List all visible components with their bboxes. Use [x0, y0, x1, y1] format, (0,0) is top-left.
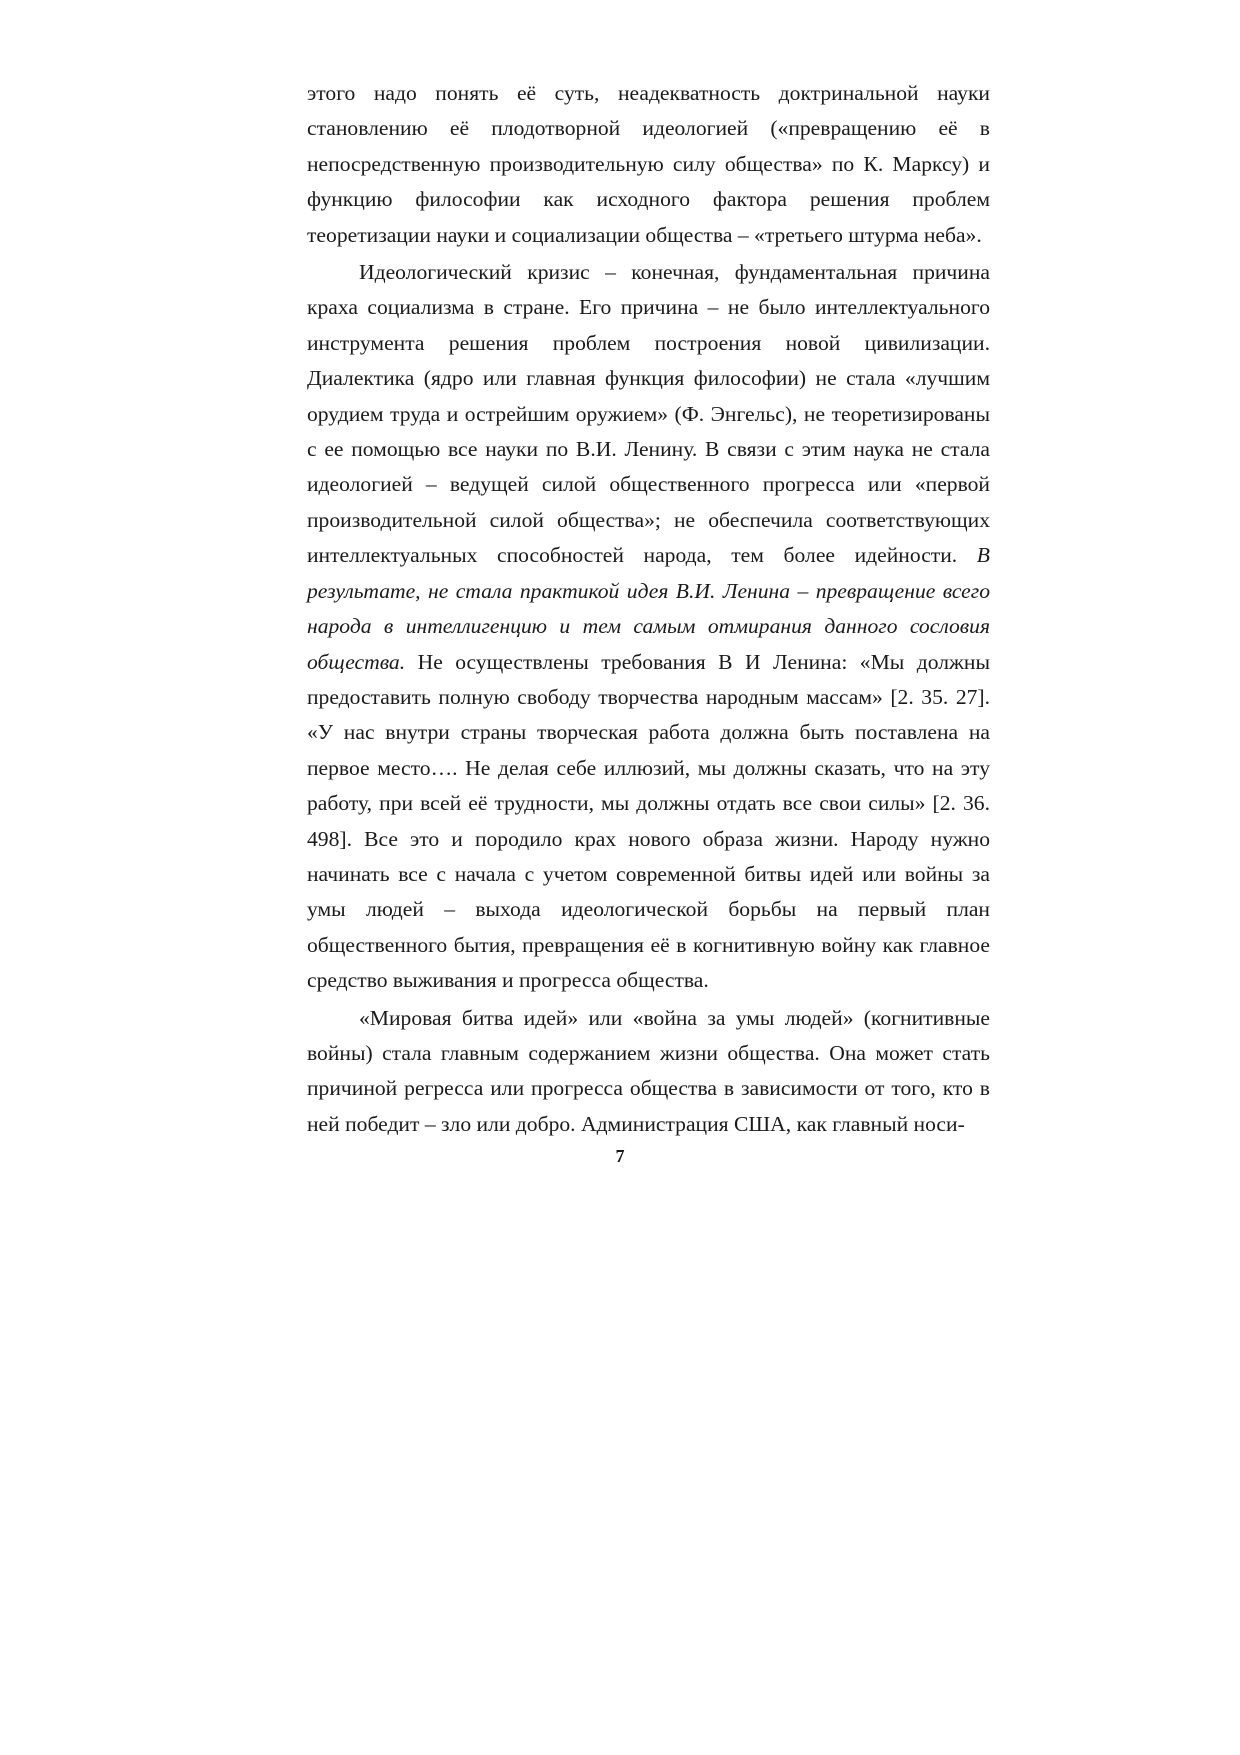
paragraph-continuation: этого надо понять её суть, неадекватность доктринальной науки становлению её плодотворной идеологией («превращению её в непосредственную производительную силу общества» по К. Марксу) и функцию философии как исходного фактора решения проблем теоретизации науки и социализации общества – «третьего штурма неба».: [307, 81, 990, 247]
paragraph-ideological-crisis: [307, 255, 990, 999]
paragraph-battle-of-ideas: «Мировая битва идей» или «война за умы людей» (когнитивные войны) стала главным содержанием жизни общества. Она может стать причиной регресса или прогресса общества в зависимости от того, кто в ней победит – зло или добро. Администрация США, как главный носи-: [307, 1005, 990, 1136]
paragraph-text: Не осуществлены требования В И Ленина: «Мы должны предоставить полную свободу творчества народным массам» [2. 35. 27]. «У нас внутри страны творческая работа должна быть поставлена на первое место…. Не делая себе иллюзий, мы должны сказать, что на эту работу, при всей её трудности, мы должны отдать все свои силы» [2. 36. 498]. Все это и породило крах нового образа жизни. Народу нужно начинать все с начала с учетом современной битвы идей или войны за умы людей – выхода идеологической борьбы на первый план общественного бытия, превращения её в когнитивную войну как главное средство выживания и прогресса общества.: [307, 649, 990, 993]
body-text: [307, 76, 990, 1144]
italic-emphasis: В результате, не стала практикой идея В.И. Ленина – превращение всего народа в интеллигенцию и тем самым отмирания данного сословия общества.: [307, 543, 990, 674]
page-number: 7: [615, 1146, 625, 1166]
paragraph-text: Идеологический кризис – конечная, фундаментальная причина краха социализма в стране. Его причина – не было интеллектуального инструмента решения проблем построения новой цивилизации. Диалектика (ядро или главная функция философии) не стала «лучшим орудием труда и острейшим оружием» (Ф. Энгельс), не теоретизированы с ее помощью все науки по В.И. Ленину. В связи с этим наука не стала идеологией – ведущей силой общественного прогресса или «первой производительной силой общества»; не обеспечила соответствующих интеллектуальных способностей народа, тем более идейности.: [307, 260, 990, 568]
